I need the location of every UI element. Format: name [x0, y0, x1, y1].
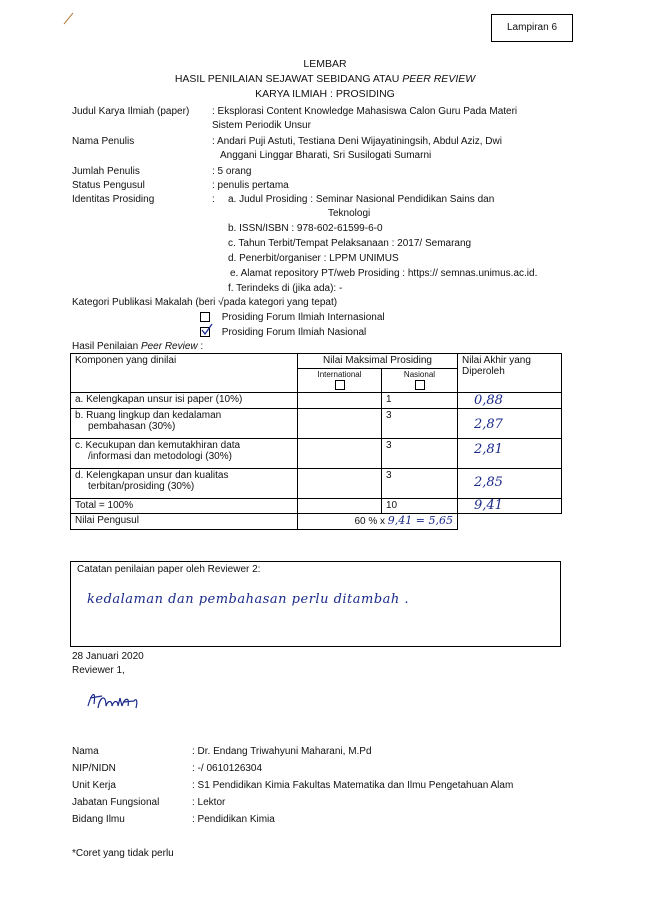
identitas-b: b. ISSN/ISBN : 978-602-61599-6-0 [228, 223, 383, 234]
lampiran-label: Lampiran 6 [491, 14, 573, 42]
identitas-f: f. Terindeks di (jika ada): - [228, 283, 343, 294]
identitas-e: e. Alamat repository PT/web Prosiding : https:// semnas.unimus.ac.id. [230, 268, 538, 279]
footnote: *Coret yang tidak perlu [72, 848, 174, 859]
jumlah-value: : 5 orang [212, 166, 252, 177]
identitas-d: d. Penerbit/organiser : LPPM UNIMUS [228, 253, 399, 264]
header-international: International [298, 369, 382, 393]
header-akhir: Nilai Akhir yang Diperoleh [458, 354, 562, 393]
bidang-label: Bidang Ilmu [72, 814, 125, 825]
status-value: : penulis pertama [212, 180, 289, 191]
penulis-value-cont: Anggani Linggar Bharati, Sri Susilogati Sumarni [220, 150, 432, 161]
signature-icon [84, 686, 148, 716]
row-int [298, 409, 382, 439]
table-row [71, 469, 562, 499]
kategori-opt-nasional[interactable]: Prosiding Forum Ilmiah Nasional [200, 327, 366, 338]
header-karya: KARYA ILMIAH : PROSIDING [255, 88, 395, 100]
row-int [298, 469, 382, 499]
table-row [71, 409, 562, 439]
header-komponen: Komponen yang dinilai [71, 354, 298, 393]
nip-value: : -/ 0610126304 [192, 763, 263, 774]
identitas-label: Identitas Prosiding [72, 194, 155, 205]
row-label: d. Kelengkapan unsur dan kualitas terbitan/prosiding (30%) [71, 469, 298, 499]
header-nasional: Nasional [382, 369, 458, 393]
row-label: b. Ruang lingkup dan kedalaman pembahasan (30%) [71, 409, 298, 439]
total-int [298, 499, 382, 514]
jabatan-value: : Lektor [192, 797, 226, 808]
penulis-label: Nama Penulis [72, 136, 135, 147]
table-row [71, 393, 562, 409]
jumlah-label: Jumlah Penulis [72, 166, 140, 177]
total-label: Total = 100% [71, 499, 298, 514]
score-table [70, 353, 562, 530]
checkbox-nas-col[interactable] [415, 380, 425, 390]
row-int [298, 393, 382, 409]
nama-value: : Dr. Endang Triwahyuni Maharani, M.Pd [192, 746, 372, 757]
pengusul-value: 60 % x 9,41 = 5,65 [298, 514, 458, 530]
row-score: 2,85 [458, 469, 562, 499]
header-title: HASIL PENILAIAN SEJAWAT SEBIDANG ATAU PEER REVIEW [174, 73, 476, 85]
kategori-label: Kategori Publikasi Makalah (beri √pada kategori yang tepat) [72, 297, 338, 308]
judul-value: : Eksplorasi Content Knowledge Mahasiswa Calon Guru Pada Materi [212, 106, 518, 117]
row-max: 1 [382, 393, 458, 409]
header-lembar: LEMBAR [303, 58, 347, 70]
row-int [298, 439, 382, 469]
nip-label: NIP/NIDN [72, 763, 116, 774]
reviewer-label: Reviewer 1, [72, 665, 125, 676]
unit-label: Unit Kerja [72, 780, 116, 791]
penulis-value: : Andari Puji Astuti, Testiana Deni Wijayatiningsih, Abdul Aziz, Dwi [212, 136, 502, 147]
row-score: 2,81 [458, 439, 562, 469]
table-pengusul-row [71, 514, 562, 530]
pengusul-label: Nilai Pengusul [71, 514, 298, 530]
judul-label: Judul Karya Ilmiah (paper) [72, 106, 190, 117]
identitas-a: a. Judul Prosiding : Seminar Nasional Pendidikan Sains dan [228, 194, 495, 205]
unit-value: : S1 Pendidikan Kimia Fakultas Matematika dan Ilmu Pengetahuan Alam [192, 780, 514, 791]
table-total-row [71, 499, 562, 514]
checkbox-int-col[interactable] [335, 380, 345, 390]
hasil-label: Hasil Penilaian Peer Review : [72, 341, 204, 352]
pen-mark-icon [62, 10, 76, 26]
row-max: 3 [382, 439, 458, 469]
catatan-box [70, 561, 561, 647]
row-score: 0,88 [458, 393, 562, 409]
nama-label: Nama [72, 746, 99, 757]
row-max: 3 [382, 469, 458, 499]
identitas-colon: : [212, 194, 215, 205]
header-maks: Nilai Maksimal Prosiding [298, 354, 458, 369]
catatan-text: kedalaman dan pembahasan perlu ditambah . [87, 592, 410, 607]
row-label: a. Kelengkapan unsur isi paper (10%) [71, 393, 298, 409]
total-max: 10 [382, 499, 458, 514]
kategori-opt-international[interactable]: Prosiding Forum Ilmiah Internasional [200, 312, 385, 323]
identitas-a-cont: Teknologi [328, 208, 371, 219]
table-header-row [71, 354, 562, 369]
row-max: 3 [382, 409, 458, 439]
row-label: c. Kecukupan dan kemutakhiran data /informasi dan metodologi (30%) [71, 439, 298, 469]
judul-value-cont: Sistem Periodik Unsur [212, 120, 311, 131]
catatan-label: Catatan penilaian paper oleh Reviewer 2: [77, 564, 261, 575]
row-score: 2,87 [458, 409, 562, 439]
bidang-value: : Pendidikan Kimia [192, 814, 275, 825]
checkbox-international[interactable] [200, 312, 210, 322]
table-row [71, 439, 562, 469]
status-label: Status Pengusul [72, 180, 145, 191]
date: 28 Januari 2020 [72, 651, 144, 662]
identitas-c: c. Tahun Terbit/Tempat Pelaksanaan : 2017/ Semarang [228, 238, 472, 249]
check-mark-icon [200, 323, 214, 337]
total-score: 9,41 [458, 499, 562, 514]
jabatan-label: Jabatan Fungsional [72, 797, 160, 808]
checkbox-nasional[interactable] [200, 327, 210, 337]
